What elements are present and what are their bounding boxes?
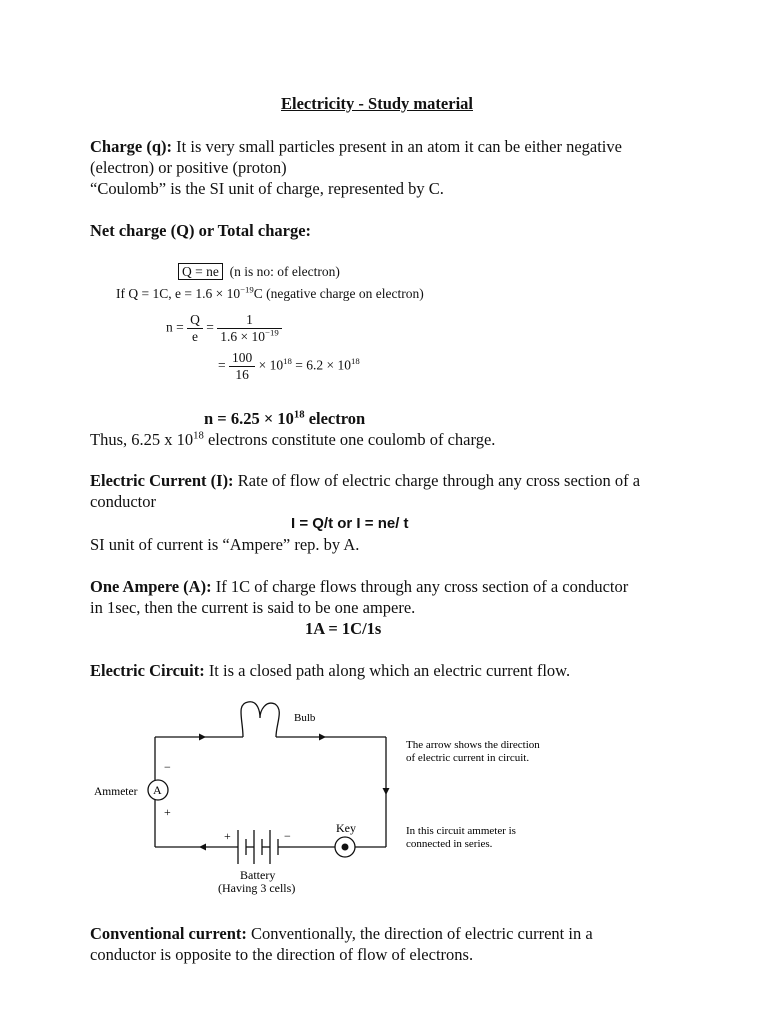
result-b: electron — [304, 409, 366, 428]
line3-rest-a: × 10 — [258, 357, 284, 373]
n-equation-line-2 — [218, 350, 360, 383]
note-series-1: In this circuit ammeter is — [406, 825, 516, 837]
net-charge-heading — [90, 220, 311, 241]
line3-exp1: 18 — [283, 356, 292, 367]
ampere-formula — [305, 618, 381, 639]
frac2-den — [217, 329, 281, 345]
charge-line-1 — [90, 136, 622, 157]
thus-exp: 18 — [193, 429, 204, 442]
fraction-q-over-e — [187, 312, 203, 345]
n-eq: n = — [166, 319, 184, 335]
key-dot — [342, 844, 349, 851]
boxed-formula: Q = ne — [178, 263, 223, 280]
ammeter-label: Ammeter — [94, 786, 138, 798]
page-title: Electricity - Study material — [281, 94, 473, 113]
current-line-1 — [90, 470, 640, 491]
ampere-line-1 — [90, 576, 628, 597]
fraction-1-over-charge — [217, 312, 281, 345]
ammeter-symbol: A — [153, 783, 162, 797]
if-line-b: C (negative charge on electron) — [253, 286, 424, 301]
current-text-1: Rate of flow of electric charge through any cross section of a — [233, 471, 641, 490]
frac2-num: 1 — [217, 312, 281, 329]
charge-text-1: It is very small particles present in an atom it can be either negative — [172, 137, 622, 156]
arrow-top-right-icon — [319, 734, 326, 741]
frac2-den-exp: −19 — [265, 327, 279, 338]
if-line-a: If Q = 1C, e = 1.6 × 10 — [116, 286, 241, 301]
ampere-text-1: If 1C of charge flows through any cross section of a conductor — [211, 577, 629, 596]
ampere-formula-text: 1A = 1C/1s — [305, 619, 382, 638]
arrow-right-icon — [383, 788, 390, 795]
result-a: n = 6.25 × 10 — [204, 409, 294, 428]
n-equation-line-1 — [166, 312, 282, 345]
battery-cells-label: (Having 3 cells) — [218, 881, 296, 895]
conventional-text-1: Conventionally, the direction of electric current in a — [246, 924, 593, 943]
battery-label: Battery — [240, 868, 276, 882]
eq-sign-1: = — [206, 319, 214, 335]
thus-b: electrons constitute one coulomb of charge. — [203, 430, 496, 449]
result-line — [204, 408, 365, 429]
conventional-line-1 — [90, 923, 593, 944]
arrow-top-left-icon — [199, 734, 206, 741]
circuit-label: Electric Circuit: — [90, 661, 205, 680]
if-line — [116, 286, 424, 302]
box-note: (n is no: of electron) — [229, 264, 340, 279]
ampere-label: One Ampere (A): — [90, 577, 212, 596]
current-label: Electric Current (I): — [90, 471, 234, 490]
eq-sign-2: = — [218, 357, 226, 373]
note-series-2: connected in series. — [406, 838, 493, 850]
net-charge-heading-text: Net charge (Q) or Total charge: — [90, 221, 312, 240]
thus-a: Thus, 6.25 x 10 — [90, 430, 194, 449]
line3-rest-b: = 6.2 × 10 — [291, 357, 351, 373]
bulb-label: Bulb — [294, 712, 316, 724]
ampere-line-2: in 1sec, then the current is said to be one ampere. — [90, 598, 416, 617]
ammeter-plus: + — [164, 805, 171, 819]
box-equation-line — [178, 264, 340, 280]
conventional-line-2: conductor is opposite to the direction of flow of electrons. — [90, 945, 474, 964]
frac2-den-base: 1.6 × 10 — [220, 329, 265, 344]
thus-line — [90, 429, 495, 450]
fraction-100-over-16 — [229, 350, 255, 383]
bulb-icon — [241, 702, 279, 737]
current-formula: I = Q/t or I = ne/ t — [291, 515, 409, 532]
key-label: Key — [336, 821, 356, 835]
ammeter-minus: − — [164, 760, 171, 774]
charge-line-3: “Coulomb” is the SI unit of charge, represented by C. — [90, 179, 444, 198]
conventional-label: Conventional current: — [90, 924, 247, 943]
line3-exp2: 18 — [351, 356, 360, 367]
circuit-text: It is a closed path along which an electric current flow. — [204, 661, 571, 680]
battery-plus: + — [224, 829, 231, 843]
circuit-line — [90, 660, 570, 681]
note-direction-2: of electric current in circuit. — [406, 752, 530, 764]
arrow-bottom-icon — [199, 844, 206, 851]
note-direction-1: The arrow shows the direction — [406, 739, 540, 751]
frac1-den: e — [192, 329, 198, 344]
frac1-num: Q — [187, 312, 203, 329]
result-exp: 18 — [293, 408, 305, 421]
current-line-2: conductor — [90, 492, 156, 511]
current-si-unit: SI unit of current is “Ampere” rep. by A. — [90, 535, 360, 554]
if-line-exp: −19 — [240, 284, 254, 295]
frac3-den: 16 — [235, 367, 249, 382]
charge-label: Charge (q): — [90, 137, 173, 156]
frac3-num: 100 — [229, 350, 255, 367]
battery-minus: − — [284, 829, 291, 843]
charge-line-2: (electron) or positive (proton) — [90, 158, 287, 177]
circuit-diagram — [0, 690, 768, 905]
